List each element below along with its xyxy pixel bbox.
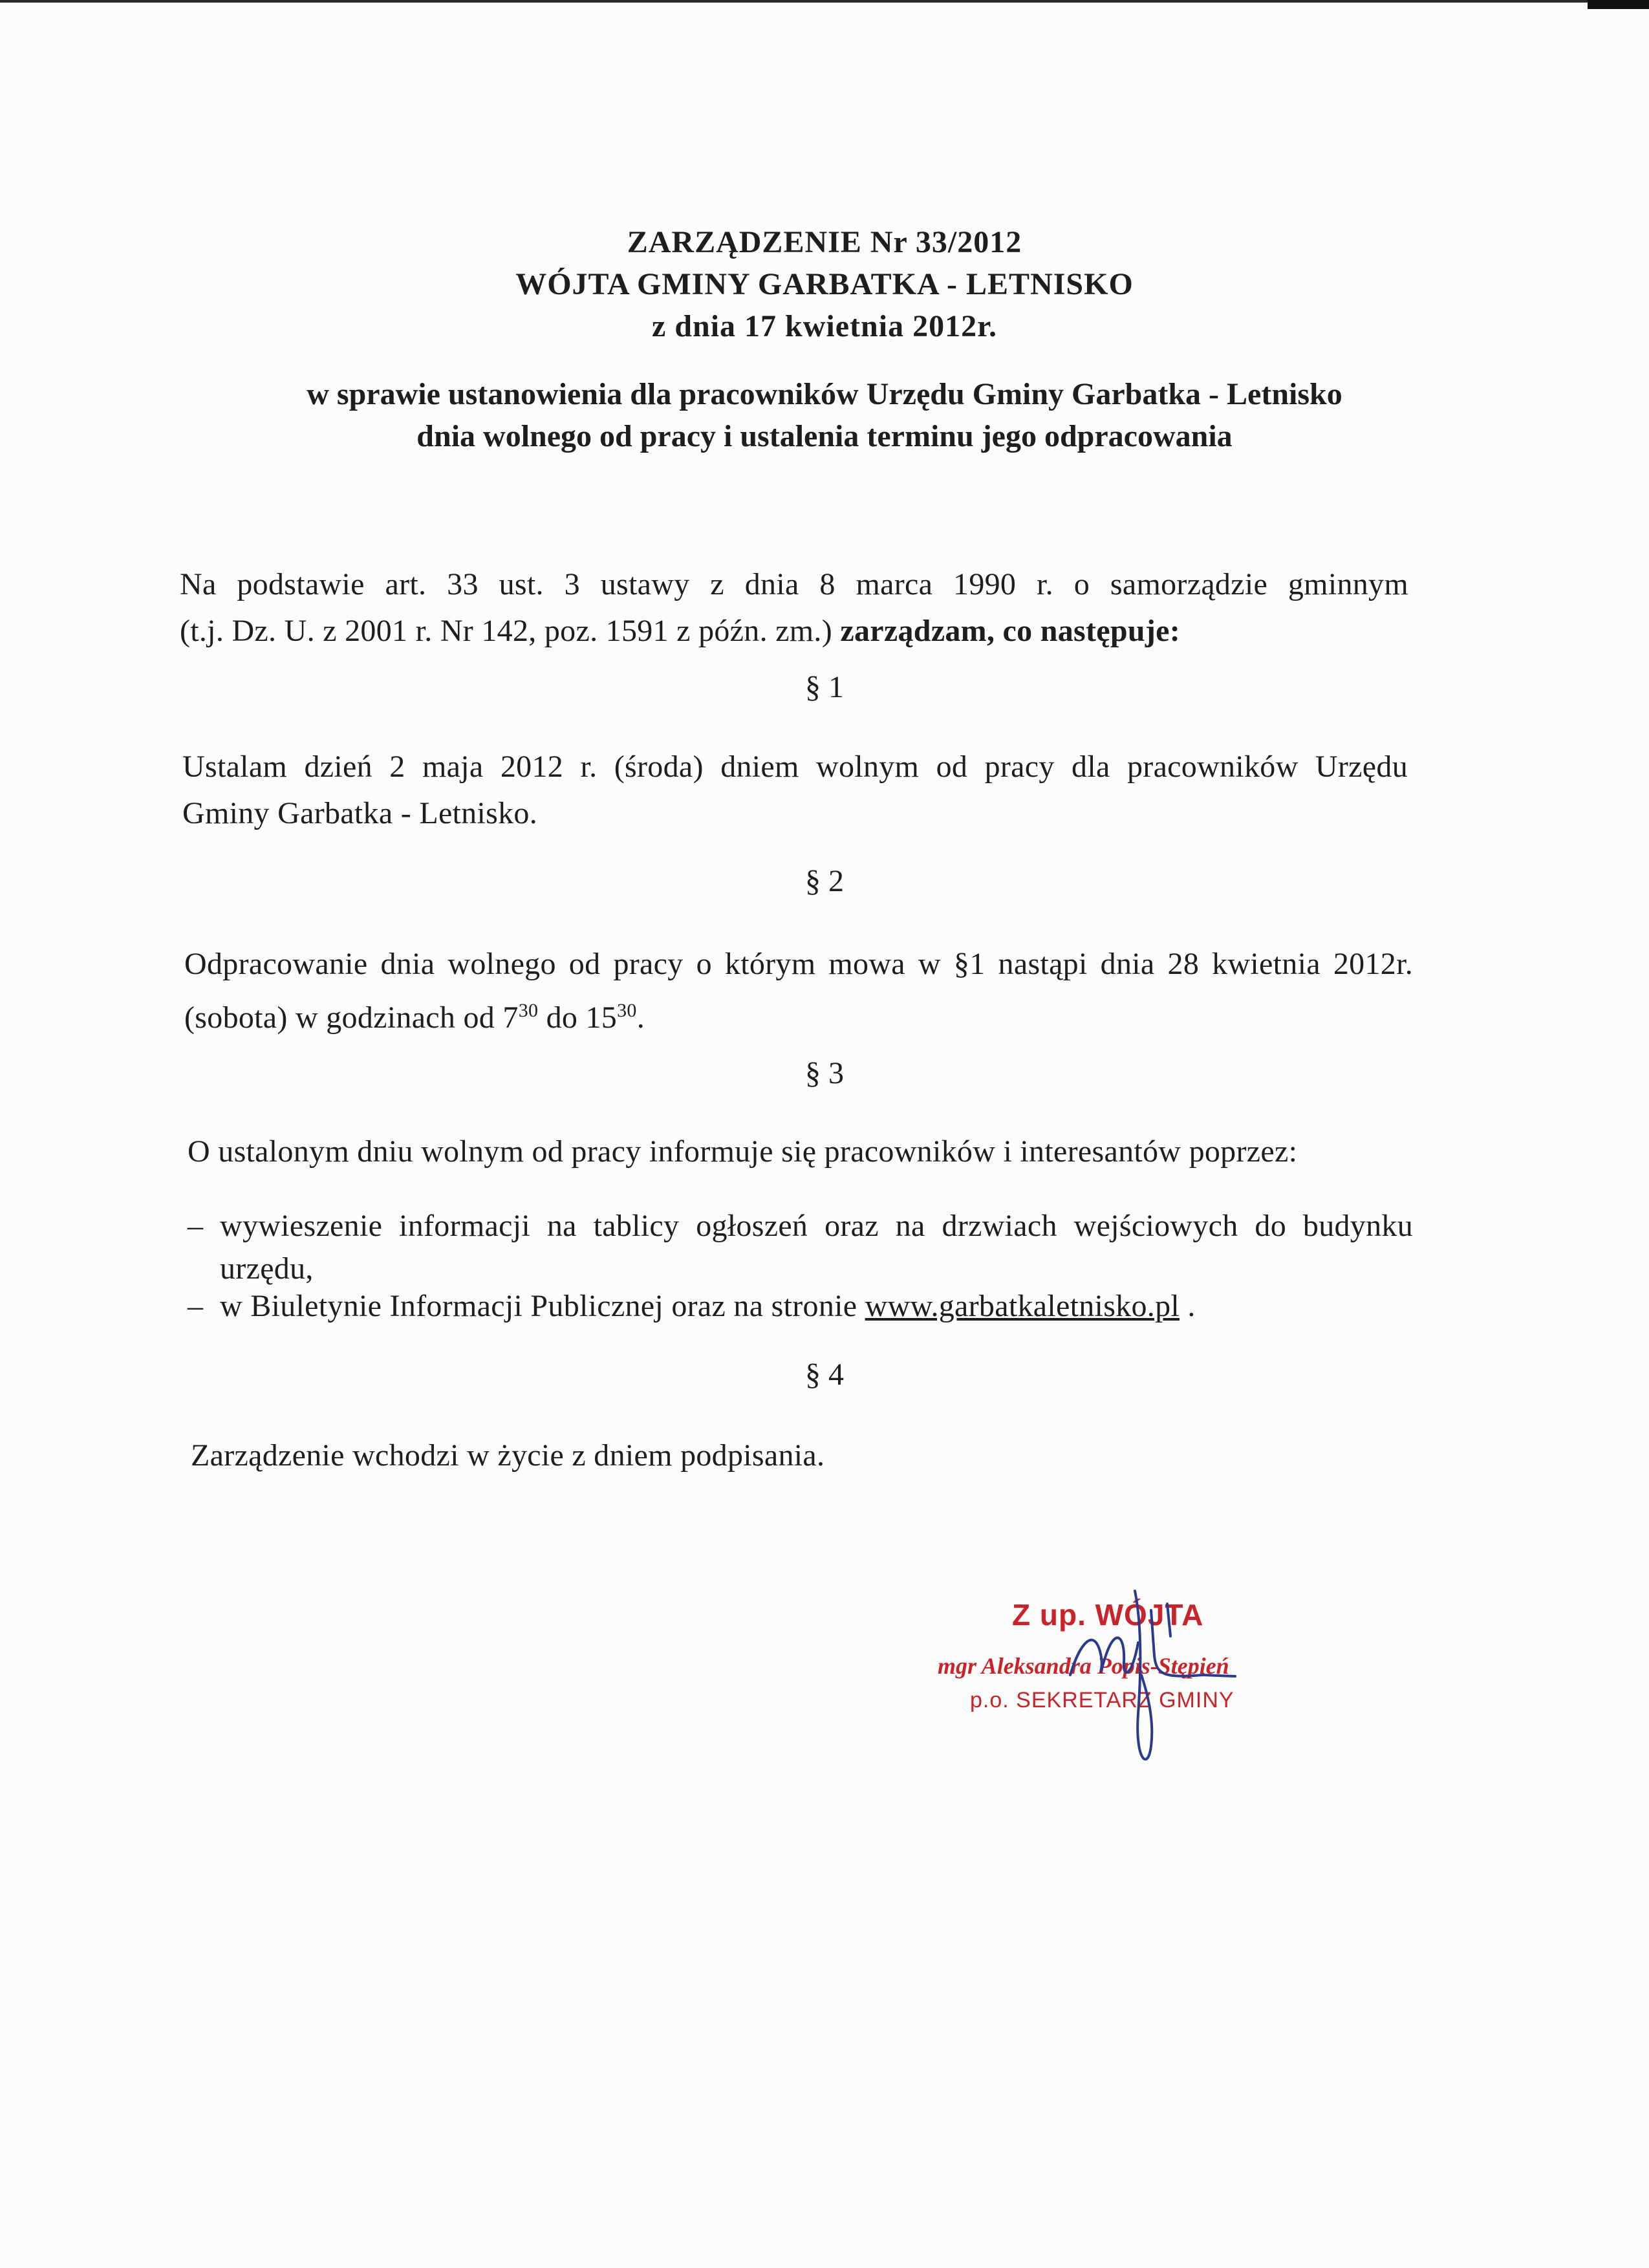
subject-line-1: w sprawie ustanowienia dla pracowników Urzędu Gminy Garbatka - Letnisko [307, 377, 1342, 411]
preamble-legal-basis: (t.j. Dz. U. z 2001 r. Nr 142, poz. 1591 z późn. zm.) [180, 614, 833, 648]
scan-corner-mark [1588, 0, 1649, 9]
s1-line-2: Gminy Garbatka - Letnisko. [182, 796, 537, 830]
s2-line-1: Odpracowanie dnia wolnego od pracy o którym mowa w §1 nastąpi dnia 28 kwietnia 2012r. [184, 947, 1413, 981]
s3-bullet-1-line-2: urzędu, [220, 1251, 314, 1286]
preamble-line-1: Na podstawie art. 33 ust. 3 ustawy z dnia 8 marca 1990 r. o samorządzie gminnym [180, 567, 1408, 601]
s2-hours-to-minutes: 30 [617, 1000, 637, 1021]
stamp-authority: Z up. WÓJTA [1012, 1598, 1204, 1632]
s3-bullet-2-end: . [1180, 1289, 1196, 1323]
s3-bullet-1-line-1: wywieszenie informacji na tablicy ogłoszeń oraz na drzwiach wejściowych do budynku [220, 1209, 1413, 1243]
s2-period: . [636, 1000, 645, 1035]
s2-hours-from: (sobota) w godzinach od 7 [184, 1000, 519, 1035]
document-date: z dnia 17 kwietnia 2012r. [652, 309, 997, 343]
s3-bullet-2 [220, 1283, 1413, 1330]
section-sign-2: § 2 [805, 864, 844, 898]
section-sign-3: § 3 [805, 1056, 844, 1090]
website-link[interactable]: www.garbatkaletnisko.pl [865, 1289, 1180, 1323]
s1-line-1: Ustalam dzień 2 maja 2012 r. (środa) dniem wolnym od pracy dla pracowników Urzędu [182, 750, 1408, 784]
s2-hours-to: do 15 [538, 1000, 618, 1035]
issuer-line: WÓJTA GMINY GARBATKA - LETNISKO [515, 267, 1134, 301]
stamp-signatory-title: p.o. SEKRETARZ GMINY [970, 1688, 1234, 1712]
section-sign-4: § 4 [805, 1357, 844, 1392]
document-title: ZARZĄDZENIE Nr 33/2012 [627, 225, 1022, 259]
s3-bullet-2-dash: – [188, 1289, 203, 1323]
s4-text: Zarządzenie wchodzi w życie z dniem podpisania. [191, 1438, 825, 1473]
preamble-line-2 [180, 608, 1408, 654]
section-sign-1: § 1 [805, 670, 844, 704]
s3-bullet-2-text: w Biuletynie Informacji Publicznej oraz na stronie [220, 1289, 857, 1323]
s3-bullet-1-dash: – [188, 1209, 203, 1243]
scan-edge [0, 0, 1649, 3]
stamp-signatory-name: mgr Aleksandra Popis-Stępień [938, 1653, 1229, 1679]
handwritten-signature [1009, 1565, 1280, 1811]
s2-line-2 [184, 988, 1413, 1041]
preamble-enactment: zarządzam, co następuje: [840, 614, 1181, 648]
s3-intro: O ustalonym dniu wolnym od pracy informuje się pracowników i interesantów poprzez: [188, 1134, 1298, 1169]
subject-line-2: dnia wolnego od pracy i ustalenia terminu jego odpracowania [416, 419, 1233, 453]
s2-hours-from-minutes: 30 [518, 1000, 539, 1021]
